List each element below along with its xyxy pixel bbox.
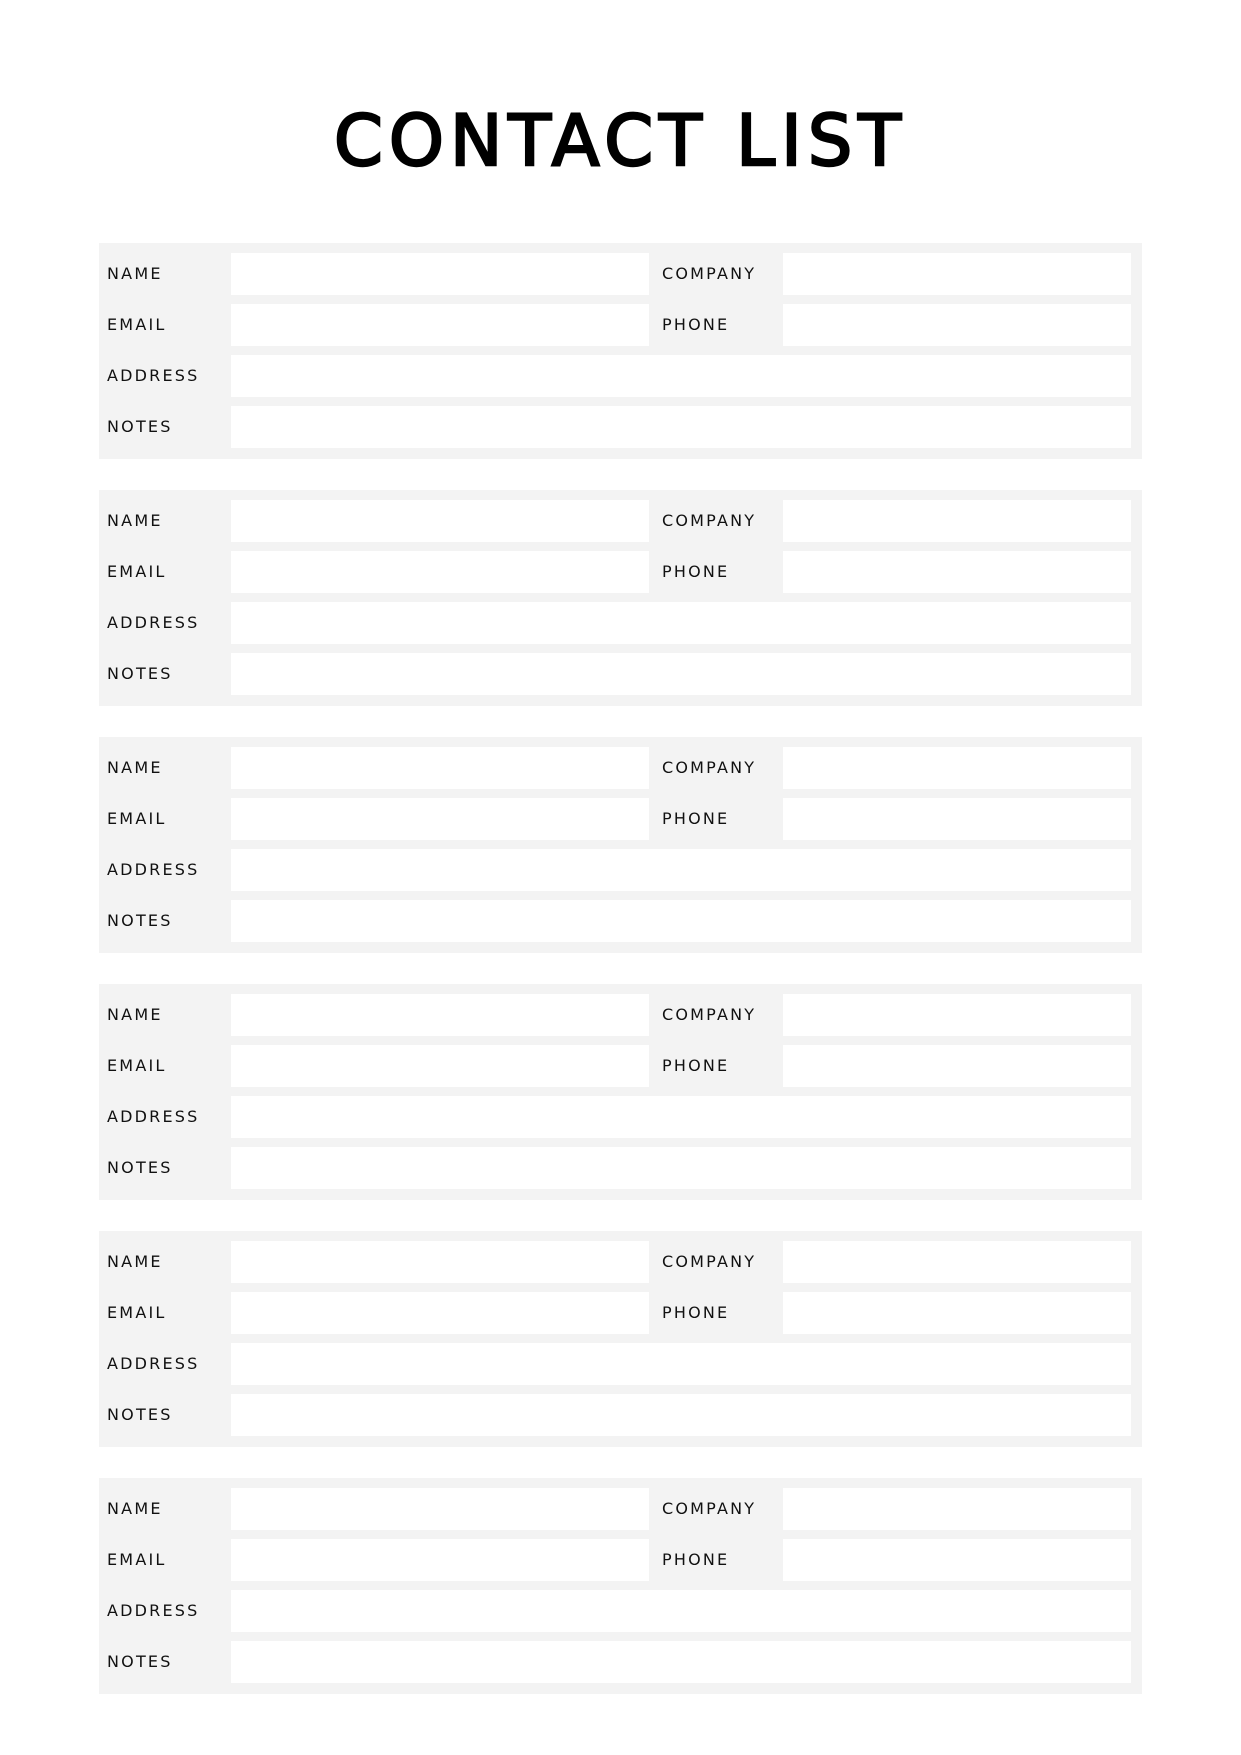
row-address (99, 355, 1142, 397)
row-address (99, 1343, 1142, 1385)
name-field[interactable] (231, 1241, 649, 1283)
name-label: NAME (107, 264, 163, 283)
row-address (99, 1590, 1142, 1632)
company-label: COMPANY (662, 1005, 757, 1024)
company-label: COMPANY (662, 511, 757, 530)
name-field[interactable] (231, 253, 649, 295)
row-name-company (99, 253, 1142, 295)
phone-label: PHONE (662, 1056, 730, 1075)
address-label: ADDRESS (107, 1354, 200, 1373)
row-notes (99, 900, 1142, 942)
company-label: COMPANY (662, 1499, 757, 1518)
name-field[interactable] (231, 1488, 649, 1530)
row-name-company (99, 1241, 1142, 1283)
notes-label: NOTES (107, 1652, 173, 1671)
email-field[interactable] (231, 1539, 649, 1581)
company-label: COMPANY (662, 264, 757, 283)
row-email-phone (99, 1045, 1142, 1087)
row-name-company (99, 747, 1142, 789)
email-label: EMAIL (107, 562, 167, 581)
address-label: ADDRESS (107, 1107, 200, 1126)
contact-card-4 (99, 984, 1142, 1200)
email-field[interactable] (231, 304, 649, 346)
address-field[interactable] (231, 355, 1131, 397)
row-email-phone (99, 1292, 1142, 1334)
address-label: ADDRESS (107, 613, 200, 632)
phone-label: PHONE (662, 1550, 730, 1569)
notes-field[interactable] (231, 1147, 1131, 1189)
address-label: ADDRESS (107, 860, 200, 879)
phone-label: PHONE (662, 315, 730, 334)
notes-label: NOTES (107, 417, 173, 436)
address-field[interactable] (231, 602, 1131, 644)
contact-card-6 (99, 1478, 1142, 1694)
row-name-company (99, 1488, 1142, 1530)
company-field[interactable] (783, 500, 1131, 542)
phone-field[interactable] (783, 551, 1131, 593)
name-field[interactable] (231, 747, 649, 789)
notes-field[interactable] (231, 900, 1131, 942)
row-notes (99, 1394, 1142, 1436)
name-label: NAME (107, 758, 163, 777)
email-label: EMAIL (107, 1550, 167, 1569)
phone-field[interactable] (783, 1539, 1131, 1581)
phone-field[interactable] (783, 304, 1131, 346)
name-label: NAME (107, 1499, 163, 1518)
email-label: EMAIL (107, 1056, 167, 1075)
row-email-phone (99, 1539, 1142, 1581)
row-email-phone (99, 798, 1142, 840)
notes-field[interactable] (231, 406, 1131, 448)
company-label: COMPANY (662, 1252, 757, 1271)
email-field[interactable] (231, 798, 649, 840)
company-field[interactable] (783, 747, 1131, 789)
notes-field[interactable] (231, 1641, 1131, 1683)
address-label: ADDRESS (107, 1601, 200, 1620)
address-field[interactable] (231, 1096, 1131, 1138)
page-title: CONTACT LIST (333, 100, 908, 182)
row-address (99, 1096, 1142, 1138)
name-field[interactable] (231, 500, 649, 542)
address-field[interactable] (231, 1343, 1131, 1385)
phone-field[interactable] (783, 798, 1131, 840)
row-email-phone (99, 551, 1142, 593)
contact-card-1 (99, 243, 1142, 459)
row-name-company (99, 500, 1142, 542)
company-field[interactable] (783, 1488, 1131, 1530)
company-field[interactable] (783, 253, 1131, 295)
contact-card-5 (99, 1231, 1142, 1447)
row-notes (99, 406, 1142, 448)
email-field[interactable] (231, 1292, 649, 1334)
notes-label: NOTES (107, 664, 173, 683)
row-notes (99, 1147, 1142, 1189)
phone-field[interactable] (783, 1045, 1131, 1087)
notes-field[interactable] (231, 1394, 1131, 1436)
phone-label: PHONE (662, 1303, 730, 1322)
contact-card-3 (99, 737, 1142, 953)
name-label: NAME (107, 1005, 163, 1024)
row-notes (99, 1641, 1142, 1683)
phone-label: PHONE (662, 562, 730, 581)
phone-field[interactable] (783, 1292, 1131, 1334)
row-address (99, 602, 1142, 644)
contact-card-2 (99, 490, 1142, 706)
email-label: EMAIL (107, 809, 167, 828)
notes-label: NOTES (107, 911, 173, 930)
address-field[interactable] (231, 1590, 1131, 1632)
address-field[interactable] (231, 849, 1131, 891)
name-label: NAME (107, 1252, 163, 1271)
email-field[interactable] (231, 1045, 649, 1087)
notes-label: NOTES (107, 1405, 173, 1424)
notes-label: NOTES (107, 1158, 173, 1177)
company-field[interactable] (783, 1241, 1131, 1283)
company-field[interactable] (783, 994, 1131, 1036)
row-address (99, 849, 1142, 891)
name-label: NAME (107, 511, 163, 530)
address-label: ADDRESS (107, 366, 200, 385)
row-name-company (99, 994, 1142, 1036)
phone-label: PHONE (662, 809, 730, 828)
email-label: EMAIL (107, 1303, 167, 1322)
email-label: EMAIL (107, 315, 167, 334)
name-field[interactable] (231, 994, 649, 1036)
row-email-phone (99, 304, 1142, 346)
email-field[interactable] (231, 551, 649, 593)
row-notes (99, 653, 1142, 695)
notes-field[interactable] (231, 653, 1131, 695)
company-label: COMPANY (662, 758, 757, 777)
